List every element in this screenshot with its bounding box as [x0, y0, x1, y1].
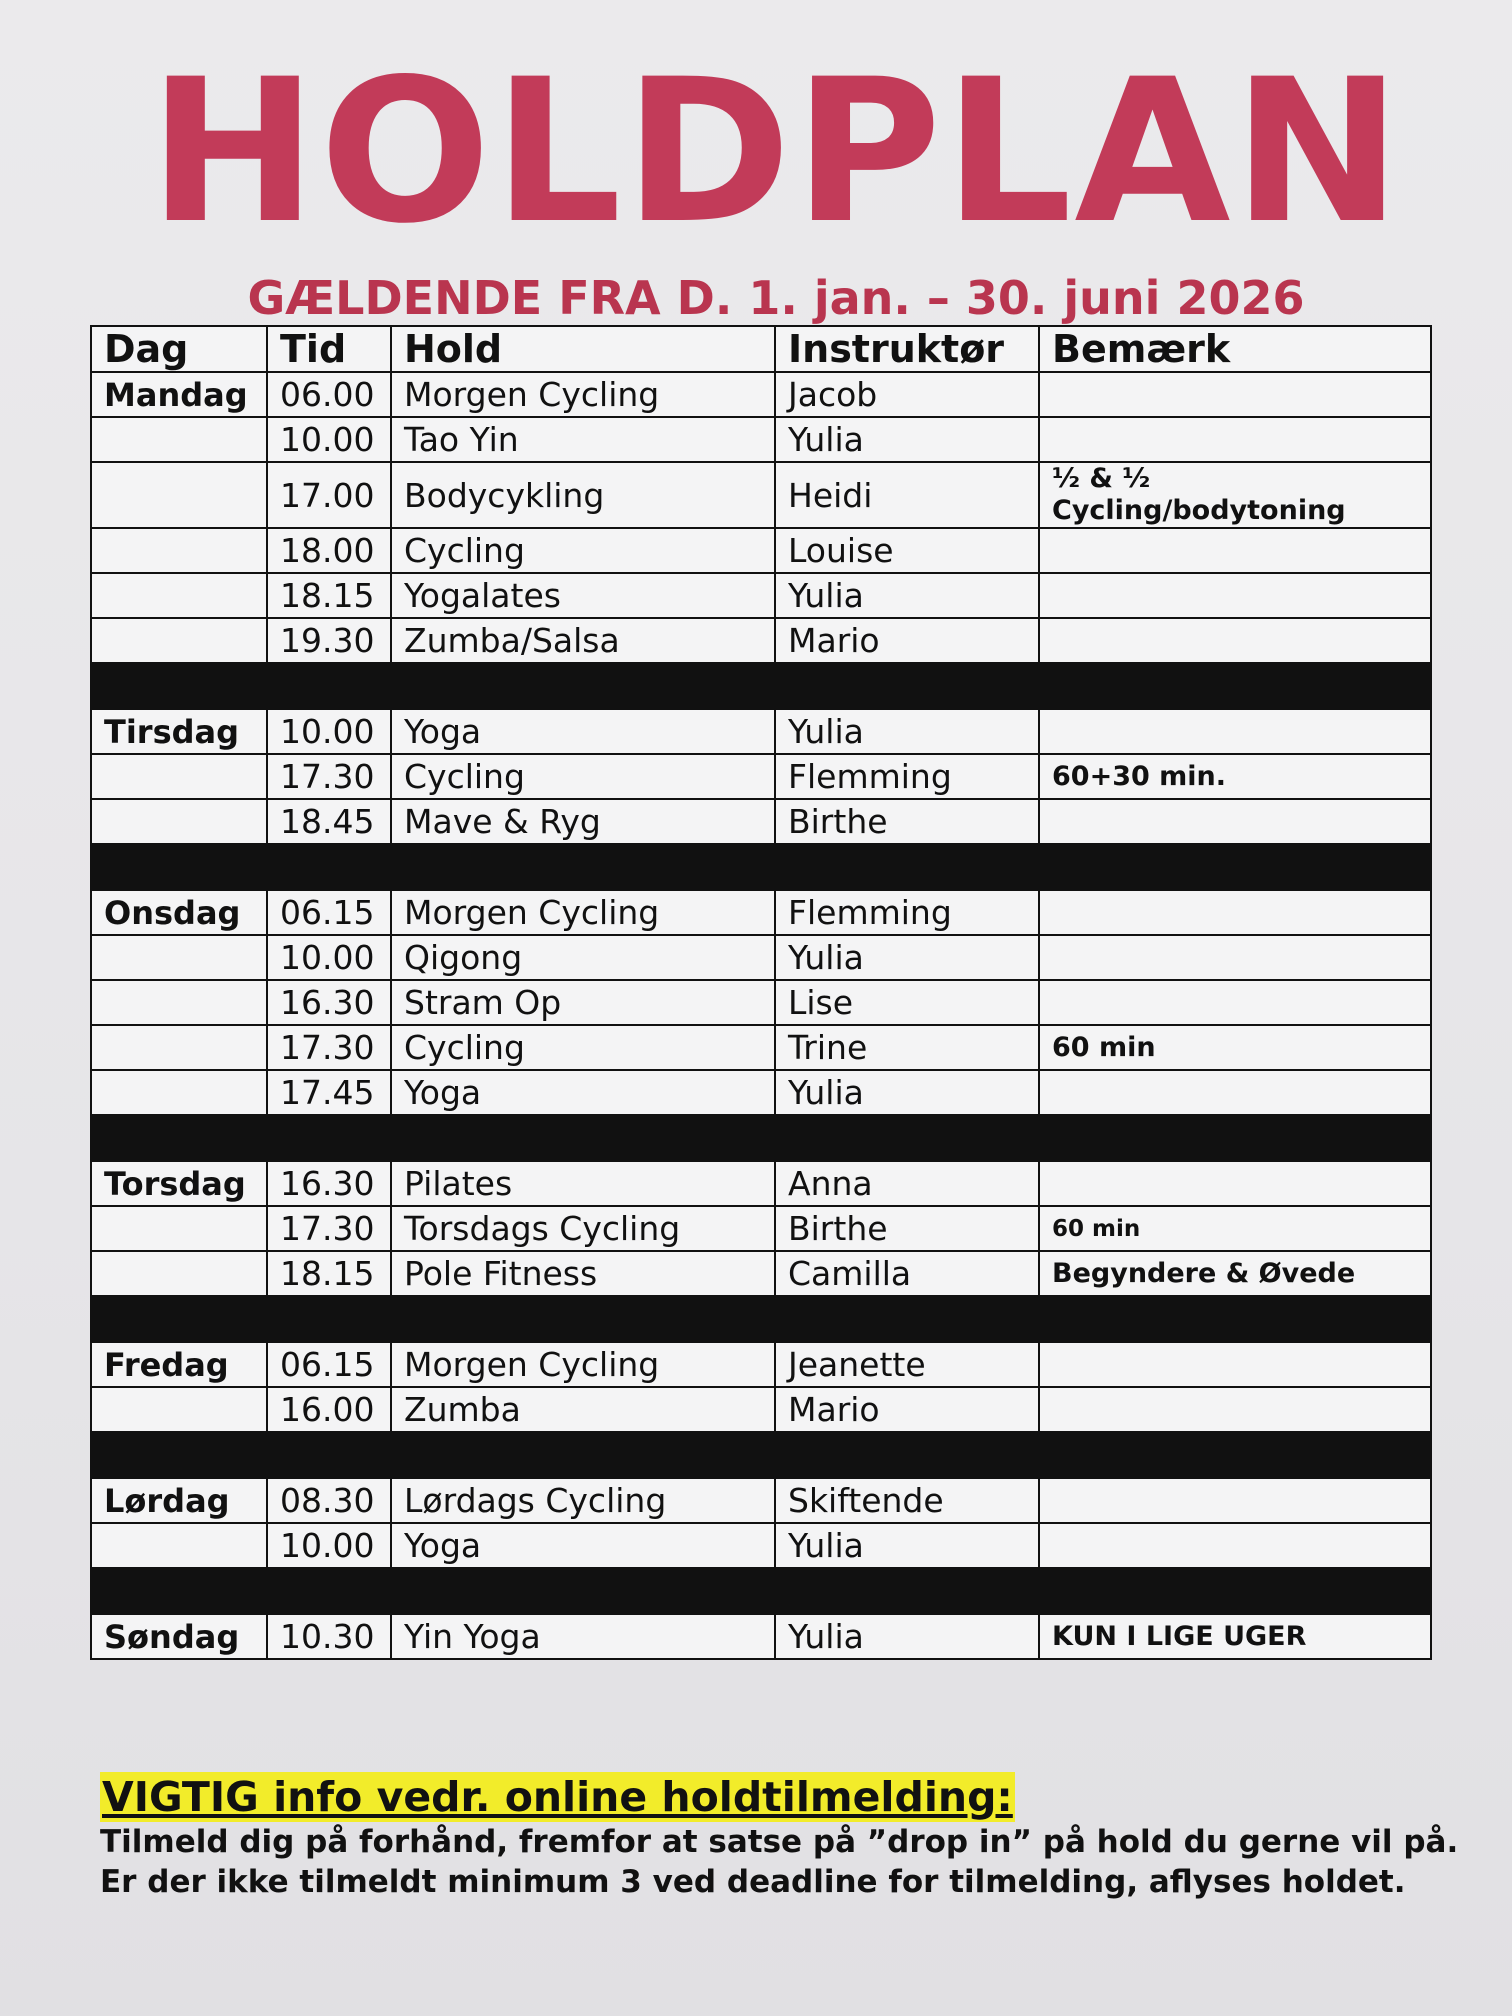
class-cell: Morgen Cycling — [391, 372, 775, 417]
class-cell: Qigong — [391, 935, 775, 980]
class-cell: Morgen Cycling — [391, 890, 775, 935]
day-cell — [91, 573, 267, 618]
note-cell — [1039, 1206, 1431, 1251]
time-cell: 19.30 — [267, 618, 391, 663]
time-cell: 16.30 — [267, 1161, 391, 1206]
note-cell — [1039, 573, 1431, 618]
instructor-cell: Yulia — [775, 709, 1039, 754]
schedule-body — [91, 372, 1431, 1659]
note-cell — [1039, 799, 1431, 844]
time-cell: 06.15 — [267, 890, 391, 935]
table-row — [91, 573, 1431, 618]
time-cell: 17.30 — [267, 754, 391, 799]
header-class: Hold — [391, 326, 775, 372]
note-cell — [1039, 1070, 1431, 1115]
time-cell: 17.30 — [267, 1025, 391, 1070]
table-row — [91, 799, 1431, 844]
time-cell: 10.00 — [267, 709, 391, 754]
note-text: KUN I LIGE UGER — [1052, 1620, 1307, 1652]
table-row — [91, 1251, 1431, 1296]
class-cell: Zumba — [391, 1387, 775, 1432]
note-cell — [1039, 372, 1431, 417]
class-cell: Bodycykling — [391, 462, 775, 528]
note-text-line2: Cycling/bodytoning — [1052, 495, 1346, 526]
info-section — [100, 1772, 1512, 1902]
note-cell — [1039, 1251, 1431, 1296]
table-header-row — [91, 326, 1431, 372]
separator-bar — [91, 1568, 1431, 1614]
time-cell: 17.00 — [267, 462, 391, 528]
instructor-cell: Flemming — [775, 754, 1039, 799]
note-cell — [1039, 1523, 1431, 1568]
separator-bar — [91, 663, 1431, 709]
header-instructor: Instruktør — [775, 326, 1039, 372]
class-cell: Zumba/Salsa — [391, 618, 775, 663]
class-cell: Tao Yin — [391, 417, 775, 462]
note-cell — [1039, 754, 1431, 799]
instructor-cell: Birthe — [775, 799, 1039, 844]
instructor-cell: Jacob — [775, 372, 1039, 417]
instructor-cell: Mario — [775, 618, 1039, 663]
note-text: Begyndere & Øvede — [1052, 1257, 1356, 1289]
instructor-cell: Flemming — [775, 890, 1039, 935]
instructor-cell: Trine — [775, 1025, 1039, 1070]
schedule-table — [90, 325, 1432, 1660]
note-cell — [1039, 618, 1431, 663]
time-cell: 10.30 — [267, 1614, 391, 1659]
instructor-cell: Yulia — [775, 1070, 1039, 1115]
table-row — [91, 462, 1431, 528]
page-title: HOLDPLAN — [148, 36, 1404, 267]
table-row — [91, 1206, 1431, 1251]
table-row — [91, 754, 1431, 799]
note-cell — [1039, 980, 1431, 1025]
note-cell — [1039, 1478, 1431, 1523]
time-cell: 18.15 — [267, 573, 391, 618]
day-cell — [91, 754, 267, 799]
day-cell — [91, 1070, 267, 1115]
note-cell — [1039, 528, 1431, 573]
instructor-cell: Yulia — [775, 935, 1039, 980]
note-cell — [1039, 1614, 1431, 1659]
instructor-cell: Jeanette — [775, 1342, 1039, 1387]
instructor-cell: Yulia — [775, 1614, 1039, 1659]
time-cell: 10.00 — [267, 1523, 391, 1568]
day-cell: Tirsdag — [91, 709, 267, 754]
day-cell — [91, 1523, 267, 1568]
class-cell: Lørdags Cycling — [391, 1478, 775, 1523]
time-cell: 08.30 — [267, 1478, 391, 1523]
note-cell — [1039, 935, 1431, 980]
day-cell: Onsdag — [91, 890, 267, 935]
time-cell: 10.00 — [267, 417, 391, 462]
note-text: ½ & ½ — [1052, 463, 1151, 494]
day-cell — [91, 618, 267, 663]
class-cell: Yoga — [391, 709, 775, 754]
separator-bar — [91, 1296, 1431, 1342]
day-cell: Torsdag — [91, 1161, 267, 1206]
instructor-cell: Camilla — [775, 1251, 1039, 1296]
instructor-cell: Heidi — [775, 462, 1039, 528]
note-text: 60+30 min. — [1052, 760, 1227, 792]
day-cell — [91, 417, 267, 462]
instructor-cell: Louise — [775, 528, 1039, 573]
day-cell: Mandag — [91, 372, 267, 417]
day-cell — [91, 1251, 267, 1296]
note-cell — [1039, 1025, 1431, 1070]
note-text: 60 min — [1052, 1031, 1156, 1063]
note-text: 60 min — [1052, 1215, 1141, 1242]
table-row — [91, 372, 1431, 417]
time-cell: 06.00 — [267, 372, 391, 417]
separator-bar — [91, 844, 1431, 890]
table-row — [91, 890, 1431, 935]
day-separator — [91, 844, 1431, 890]
day-separator — [91, 1432, 1431, 1478]
instructor-cell: Birthe — [775, 1206, 1039, 1251]
class-cell: Cycling — [391, 754, 775, 799]
day-cell — [91, 462, 267, 528]
info-heading: VIGTIG info vedr. online holdtilmelding: — [102, 1773, 1013, 1821]
note-cell — [1039, 709, 1431, 754]
table-row — [91, 709, 1431, 754]
time-cell: 18.15 — [267, 1251, 391, 1296]
instructor-cell: Mario — [775, 1387, 1039, 1432]
note-cell — [1039, 890, 1431, 935]
note-cell — [1039, 1342, 1431, 1387]
instructor-cell: Yulia — [775, 1523, 1039, 1568]
day-cell — [91, 528, 267, 573]
time-cell: 10.00 — [267, 935, 391, 980]
class-cell: Pole Fitness — [391, 1251, 775, 1296]
table-row — [91, 1387, 1431, 1432]
table-row — [91, 1161, 1431, 1206]
instructor-cell: Skiftende — [775, 1478, 1039, 1523]
table-row — [91, 1025, 1431, 1070]
info-line-cancellation: Er der ikke tilmeldt minimum 3 ved deadline for tilmelding, aflyses holdet. — [100, 1864, 1406, 1900]
instructor-cell: Anna — [775, 1161, 1039, 1206]
instructor-cell: Yulia — [775, 573, 1039, 618]
info-line-signup: Tilmeld dig på forhånd, fremfor at satse på ”drop in” på hold du gerne vil på. — [100, 1824, 1459, 1860]
time-cell: 17.45 — [267, 1070, 391, 1115]
time-cell: 18.45 — [267, 799, 391, 844]
class-cell: Torsdags Cycling — [391, 1206, 775, 1251]
day-cell: Søndag — [91, 1614, 267, 1659]
note-cell — [1039, 1387, 1431, 1432]
class-cell: Pilates — [391, 1161, 775, 1206]
day-cell — [91, 935, 267, 980]
class-cell: Mave & Ryg — [391, 799, 775, 844]
class-cell: Cycling — [391, 1025, 775, 1070]
day-cell — [91, 799, 267, 844]
instructor-cell: Yulia — [775, 417, 1039, 462]
class-cell: Stram Op — [391, 980, 775, 1025]
header-note: Bemærk — [1039, 326, 1431, 372]
note-cell — [1039, 417, 1431, 462]
table-row — [91, 1523, 1431, 1568]
day-separator — [91, 663, 1431, 709]
day-separator — [91, 1568, 1431, 1614]
table-row — [91, 935, 1431, 980]
instructor-cell: Lise — [775, 980, 1039, 1025]
note-cell — [1039, 1161, 1431, 1206]
day-separator — [91, 1296, 1431, 1342]
day-cell — [91, 1025, 267, 1070]
table-row — [91, 1070, 1431, 1115]
table-row — [91, 1478, 1431, 1523]
class-cell: Yoga — [391, 1070, 775, 1115]
table-row — [91, 528, 1431, 573]
day-cell: Fredag — [91, 1342, 267, 1387]
note-cell — [1039, 462, 1431, 528]
time-cell: 16.00 — [267, 1387, 391, 1432]
class-cell: Morgen Cycling — [391, 1342, 775, 1387]
day-cell — [91, 1387, 267, 1432]
time-cell: 18.00 — [267, 528, 391, 573]
table-row — [91, 980, 1431, 1025]
class-cell: Yoga — [391, 1523, 775, 1568]
class-cell: Yogalates — [391, 573, 775, 618]
table-row — [91, 618, 1431, 663]
class-cell: Cycling — [391, 528, 775, 573]
header-day: Dag — [91, 326, 267, 372]
day-cell — [91, 980, 267, 1025]
day-cell: Lørdag — [91, 1478, 267, 1523]
separator-bar — [91, 1115, 1431, 1161]
time-cell: 06.15 — [267, 1342, 391, 1387]
validity-subtitle: GÆLDENDE FRA D. 1. jan. – 30. juni 2026 — [247, 271, 1305, 325]
separator-bar — [91, 1432, 1431, 1478]
day-cell — [91, 1206, 267, 1251]
day-separator — [91, 1115, 1431, 1161]
table-row — [91, 417, 1431, 462]
time-cell: 16.30 — [267, 980, 391, 1025]
table-row — [91, 1614, 1431, 1659]
class-cell: Yin Yoga — [391, 1614, 775, 1659]
time-cell: 17.30 — [267, 1206, 391, 1251]
header-time: Tid — [267, 326, 391, 372]
table-row — [91, 1342, 1431, 1387]
